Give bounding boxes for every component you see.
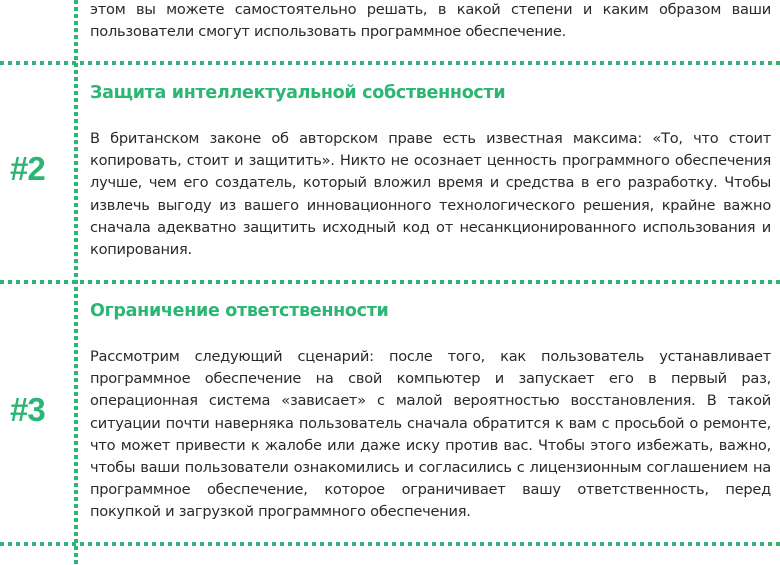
section-body-3: Рассмотрим следующий сценарий: после того, как пользователь устанавливает программное обеспечение на свой компьютер и запускает его в первый раз, операционная система «зависает» с малой вероятностью восстановления. В такой ситуации почти наверняка пользователь сначала обратится к вам с просьбой о ремонте, что может привести к жалобе или даже иску против вас. Чтобы этого избежать, важно, чтобы ваши пользователи ознакомились и согласились с лицензионным соглашением на программное обеспечение, которое ограничивает вашу ответственность, перед покупкой и загрузкой программного обеспечения.: [90, 348, 771, 521]
section-title-2: Защита интеллектуальной собственности: [90, 83, 506, 103]
horizontal-dotted-divider: [0, 542, 780, 546]
horizontal-dotted-divider: [0, 61, 780, 65]
section-title-3: Ограничение ответственности: [90, 301, 389, 321]
section-body-2: В британском законе об авторском праве есть известная максима: «То, что стоит копировать, стоит и защитить». Никто не осознает ценность программного обеспечения лучше, чем его создатель, который вложил время и средства в его разработку. Чтобы извлечь выгоду из вашего инновационного технологического решения, крайне важно сначала адекватно защитить исходный код от несанкционированного использования и копирования.: [90, 130, 771, 259]
section-number-2: #2: [10, 150, 45, 187]
section-1-tail-text: этом вы можете самостоятельно решать, в какой степени и каким образом ваши пользователи смогут использовать программное обеспечение.: [90, 1, 771, 41]
section-number-3: #3: [10, 391, 45, 428]
horizontal-dotted-divider: [0, 280, 780, 284]
